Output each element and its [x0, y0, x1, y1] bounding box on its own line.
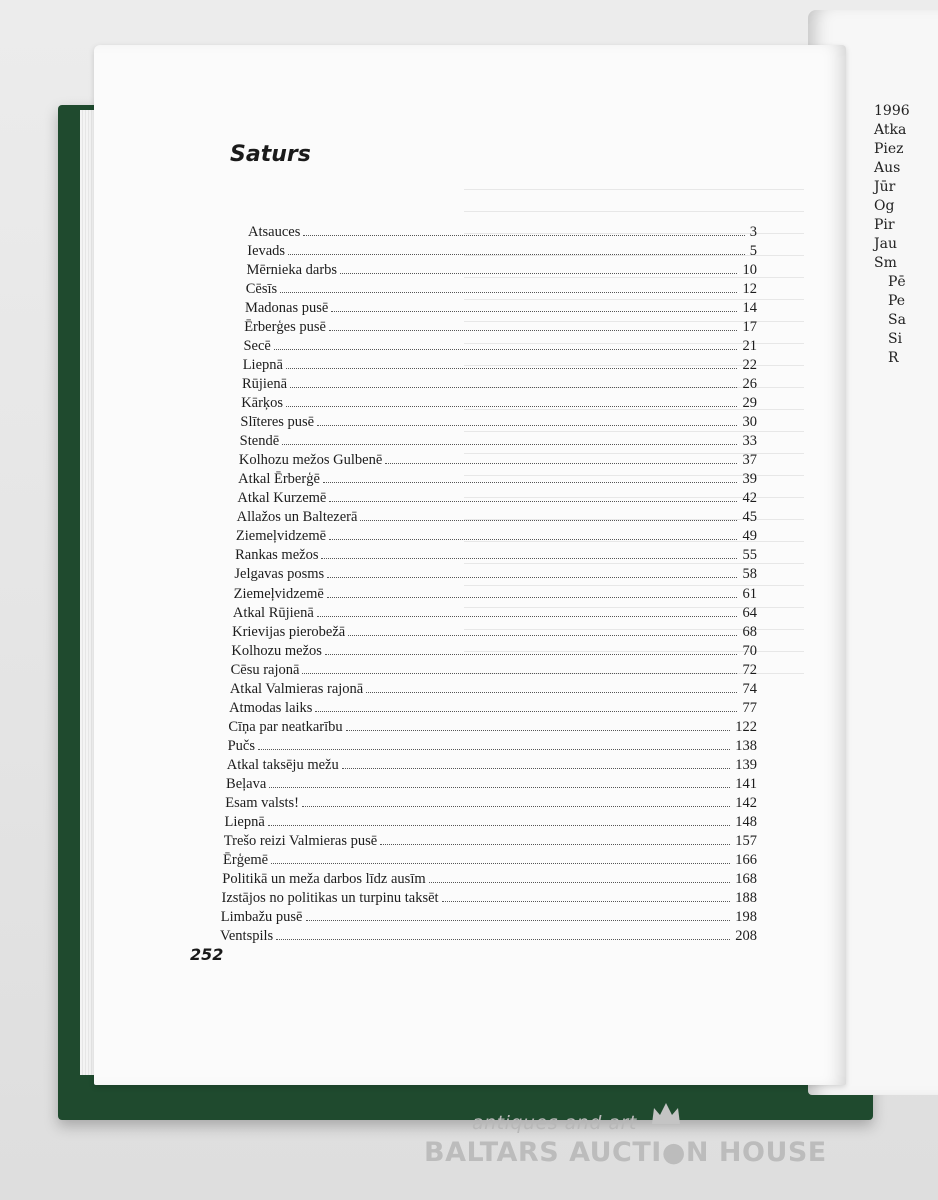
toc-entry: [220, 928, 757, 948]
toc-entry-label: Krievijas pierobežā: [232, 623, 346, 640]
toc-entry-label: Rūjienā: [241, 376, 288, 393]
toc-entry-page: 68: [742, 623, 757, 640]
toc-entry-page: 208: [735, 928, 757, 944]
watermark-tagline: antiques and art: [472, 1112, 637, 1134]
dot-leader: [315, 711, 737, 712]
dot-leader: [274, 349, 738, 350]
dot-leader: [331, 311, 737, 312]
toc-entry: [222, 871, 757, 891]
toc-entry-page: 166: [735, 851, 757, 868]
toc-entry-page: 33: [742, 433, 757, 450]
dot-leader: [323, 482, 738, 483]
toc-entry: [244, 319, 757, 339]
toc-entry: [229, 700, 757, 720]
toc-entry-label: Politikā un meža darbos līdz ausīm: [222, 870, 426, 887]
toc-entry-page: 168: [735, 870, 757, 887]
dot-leader: [325, 654, 738, 655]
dot-leader: [321, 558, 737, 559]
toc-entry-page: 49: [742, 528, 757, 545]
toc-entry-page: 17: [742, 319, 757, 336]
dot-leader: [385, 463, 737, 464]
dot-leader: [286, 406, 737, 407]
toc-entry: [247, 243, 757, 263]
toc-entry-label: Izstājos no politikas un turpinu taksēt: [221, 889, 439, 906]
toc-entry-label: Kolhozu mežos Gulbenē: [238, 452, 383, 469]
toc-entry-label: Kolhozu mežos: [231, 642, 322, 659]
facing-page-line: Pe: [888, 293, 906, 309]
dot-leader: [290, 387, 737, 388]
dot-leader: [303, 235, 744, 236]
toc-entry-label: Atkal Rūjienā: [232, 604, 314, 621]
toc-entry: [238, 471, 757, 491]
toc-entry: [225, 814, 757, 834]
toc-entry: [237, 509, 757, 529]
dot-leader: [288, 254, 745, 255]
facing-page-line: Jau: [874, 236, 897, 252]
toc-entry-label: Beļava: [226, 775, 267, 792]
toc-entry: [240, 414, 757, 434]
dot-leader: [366, 692, 737, 693]
dot-leader: [258, 749, 730, 750]
toc-entry: [227, 757, 757, 777]
toc-entry-label: Ventspils: [220, 928, 274, 944]
toc-entry-page: 64: [742, 604, 757, 621]
facing-page-text: [874, 102, 910, 368]
toc-entry-page: 5: [749, 243, 757, 260]
toc-entry-page: 55: [742, 547, 757, 564]
toc-entry-label: Atsauces: [248, 224, 301, 240]
toc-entry-label: Kārķos: [241, 395, 284, 412]
toc-entry-page: 29: [742, 395, 757, 412]
toc-entry-label: Atkal Valmieras rajonā: [229, 680, 364, 697]
dot-leader: [302, 806, 730, 807]
dot-leader: [327, 577, 737, 578]
dot-leader: [317, 616, 738, 617]
toc-entry-page: 141: [735, 775, 757, 792]
toc-entry: [243, 338, 757, 358]
toc-entry-label: Ērģemē: [223, 851, 269, 868]
dot-leader: [329, 330, 738, 331]
toc-entry-label: Atkal taksēju mežu: [226, 756, 339, 773]
dot-leader: [360, 520, 737, 521]
dot-leader: [268, 825, 730, 826]
dot-leader: [271, 863, 730, 864]
dot-leader: [286, 368, 738, 369]
toc-entry: [231, 662, 757, 682]
toc-entry-page: 39: [742, 471, 757, 488]
toc-entry-page: 72: [742, 661, 757, 678]
toc-entry-page: 12: [742, 281, 757, 298]
toc-entry-label: Esam valsts!: [225, 794, 299, 811]
toc-entry: [225, 795, 757, 815]
toc-entry: [221, 909, 757, 929]
toc-entry: [233, 605, 757, 625]
toc-entry: [226, 776, 757, 796]
toc-entry: [242, 376, 757, 396]
facing-page-line: Piez: [874, 141, 904, 157]
dot-leader: [329, 539, 737, 540]
toc-entry-label: Atkal Ērberģē: [238, 471, 320, 488]
dot-leader: [282, 444, 737, 445]
toc-entry-label: Liepnā: [224, 813, 265, 830]
dot-leader: [317, 425, 737, 426]
page-title: Saturs: [230, 142, 311, 167]
toc-entry: [222, 890, 757, 910]
toc-entry-page: 22: [742, 357, 757, 374]
toc-entry-page: 188: [735, 889, 757, 906]
toc-entry: [236, 528, 757, 548]
toc-entry-label: Jelgavas posms: [234, 566, 325, 583]
dot-leader: [340, 273, 737, 274]
toc-entry-label: Pučs: [227, 737, 255, 754]
dot-leader: [442, 901, 731, 902]
watermark: [0, 1092, 900, 1182]
toc-entry: [246, 262, 757, 282]
toc-entry-label: Stendē: [239, 433, 280, 450]
toc-entry-page: 122: [735, 718, 757, 735]
toc-entry-page: 45: [742, 509, 757, 526]
toc-entry-page: 37: [742, 452, 757, 469]
toc-entry-label: Cēsīs: [245, 281, 278, 298]
toc-entry: [241, 395, 757, 415]
toc-entry: [231, 643, 757, 663]
toc-entry-page: 42: [742, 490, 757, 507]
toc-entry-page: 58: [742, 566, 757, 583]
toc-entry-page: 3: [749, 224, 757, 240]
facing-page-line: Si: [888, 331, 903, 347]
dot-leader: [302, 673, 737, 674]
toc-entry: [239, 452, 757, 472]
toc-entry-page: 74: [742, 680, 757, 697]
facing-page-line: 1996: [874, 103, 910, 119]
facing-page-line: Sa: [888, 312, 906, 328]
dot-leader: [348, 635, 737, 636]
toc-entry-label: Cēsu rajonā: [230, 661, 300, 678]
toc-entry-label: Cīņa par neatkarību: [228, 718, 343, 735]
toc-entry-label: Madonas pusē: [244, 300, 329, 317]
dot-leader: [329, 501, 737, 502]
facing-page-line: Sm: [874, 255, 897, 271]
watermark-name: BALTARS AUCTI●N HOUSE: [424, 1137, 827, 1168]
dot-leader: [429, 882, 731, 883]
toc-entry-page: 30: [742, 414, 757, 431]
dot-leader: [380, 844, 730, 845]
toc-entry: [237, 490, 757, 510]
toc-entry-label: Ievads: [247, 243, 286, 260]
dot-leader: [342, 768, 731, 769]
dot-leader: [346, 730, 731, 731]
dot-leader: [306, 920, 731, 921]
toc-entry-label: Rankas mežos: [235, 547, 319, 564]
dot-leader: [276, 939, 730, 940]
toc-entry-page: 142: [735, 794, 757, 811]
facing-page-line: Jūr: [874, 179, 896, 195]
toc-entry-label: Atmodas laiks: [229, 699, 313, 716]
toc-entry-page: 26: [742, 376, 757, 393]
toc-entry: [235, 547, 757, 567]
toc-entry-page: 70: [742, 642, 757, 659]
toc-entry-page: 21: [742, 338, 757, 355]
dot-leader: [327, 597, 738, 598]
toc-entry-page: 138: [735, 737, 757, 754]
toc-entry-label: Trešo reizi Valmieras pusē: [223, 832, 378, 849]
toc-entry-label: Ziemeļvidzemē: [233, 585, 324, 602]
toc-entry-label: Atkal Kurzemē: [237, 490, 327, 507]
facing-page-line: Og: [874, 198, 895, 214]
toc-entry: [228, 738, 757, 758]
facing-page-line: Pē: [888, 274, 906, 290]
toc-entry-page: 61: [742, 585, 757, 602]
page-number: 252: [190, 945, 224, 964]
toc-entry-label: Allažos un Baltezerā: [236, 509, 358, 526]
toc-entry: [246, 281, 757, 301]
toc-entry-page: 14: [742, 300, 757, 317]
toc-entry: [248, 224, 757, 244]
toc-entry: [240, 433, 757, 453]
toc-entry-page: 77: [742, 699, 757, 716]
toc-entry: [234, 586, 757, 606]
toc-entry-label: Limbažu pusē: [220, 908, 303, 925]
facing-page-line: Pir: [874, 217, 895, 233]
toc-entry-label: Secē: [243, 338, 271, 355]
crown-icon: [650, 1100, 682, 1126]
toc-entry: [245, 300, 757, 320]
facing-page-line: Aus: [874, 160, 901, 176]
facing-page-line: R: [888, 350, 899, 366]
dot-leader: [280, 292, 737, 293]
toc-entry-page: 198: [735, 908, 757, 925]
facing-page-line: Atka: [874, 122, 907, 138]
toc-entry-label: Liepnā: [242, 357, 283, 374]
toc-entry-page: 10: [742, 262, 757, 279]
dot-leader: [269, 787, 730, 788]
toc-entry: [234, 566, 757, 586]
toc-entry-page: 139: [735, 756, 757, 773]
toc-entry: [224, 833, 757, 853]
toc-entry: [223, 852, 757, 872]
toc-entry-label: Mērnieka darbs: [246, 262, 338, 279]
toc-entry: [243, 357, 757, 377]
toc-entry-label: Ērberģes pusē: [244, 319, 326, 336]
toc-entry: [228, 719, 757, 739]
toc-entry-page: 148: [735, 813, 757, 830]
toc-entry-label: Ziemeļvidzemē: [235, 528, 327, 545]
toc-entry: [232, 624, 757, 644]
toc-entry-page: 157: [735, 832, 757, 849]
toc-entry-label: Slīteres pusē: [240, 414, 315, 431]
toc-entry: [230, 681, 757, 701]
